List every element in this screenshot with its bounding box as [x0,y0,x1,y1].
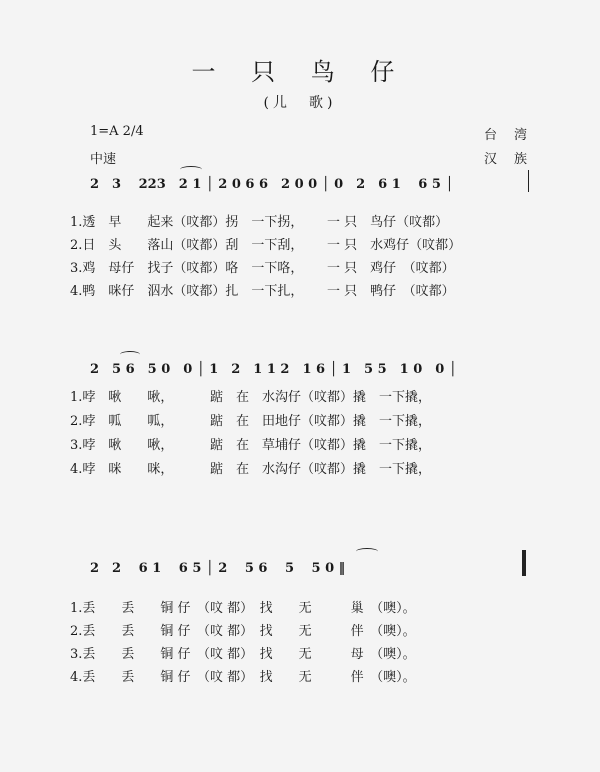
origin-ethnicity: 汉 族 [484,152,530,167]
key-signature: 1=A 2/4 [90,124,144,139]
slur-mark [180,166,202,173]
lyric-line-1-verse-1: 1.透 早 起来（呅都）拐 一下拐， 一 只 鸟仔（呅都） [70,215,449,230]
lyric-line-2-verse-4: 4.哱 咪 咪， 踮 在 水沟仔（呅都）撬 一下撬， [70,462,432,477]
slur-mark [356,548,378,555]
notation-line-3: 2 2 6 1 6 5 │ 2 5 6 5 5 0 ‖ [90,561,346,576]
lyric-line-3-verse-1: 1.丢 丢 铜 仔 （呅 都） 找 无 巢 （噢）。 [70,601,416,616]
song-subtitle: (儿 歌) [263,95,337,111]
lyric-line-2-verse-1: 1.哱 啾 啾， 踮 在 水沟仔（呅都）撬 一下撬， [70,390,432,405]
origin-region: 台 湾 [484,128,530,143]
notation-line-2: 2 5 6 5 0 0 │ 1 2 1 1 2 1 6 │ 1 5 5 1 0 0 │ [90,362,457,377]
lyric-line-1-verse-2: 2.日 头 落山（呅都）刮 一下刮， 一 只 水鸡仔（呅都） [70,238,462,253]
lyric-line-2-verse-3: 3.哱 啾 啾， 踮 在 草埔仔（呅都）撬 一下撬， [70,438,432,453]
notation-line-1: 2 3 223 2 1 │ 2 0 6 6 2 0 0 │ 0 2 6 1 6 5 │ [90,177,454,192]
tempo-marking: 中速 [90,152,117,167]
bar-line [528,170,529,192]
lyric-line-1-verse-3: 3.鸡 母仔 找子（呅都）咯 一下咯， 一 只 鸡仔 （呅都） [70,261,455,276]
song-title: 一 只 鸟 仔 [191,58,409,86]
lyric-line-3-verse-3: 3.丢 丢 铜 仔 （呅 都） 找 无 母 （噢）。 [70,647,416,662]
final-bar-line [522,550,526,576]
lyric-line-3-verse-2: 2.丢 丢 铜 仔 （呅 都） 找 无 伴 （噢）。 [70,624,416,639]
lyric-line-1-verse-4: 4.鸭 咪仔 泅水（呅都）扎 一下扎， 一 只 鸭仔 （呅都） [70,284,455,299]
lyric-line-3-verse-4: 4.丢 丢 铜 仔 （呅 都） 找 无 伴 （噢）。 [70,670,416,685]
lyric-line-2-verse-2: 2.哱 呱 呱， 踮 在 田地仔（呅都）撬 一下撬， [70,414,432,429]
slur-mark [120,351,140,358]
